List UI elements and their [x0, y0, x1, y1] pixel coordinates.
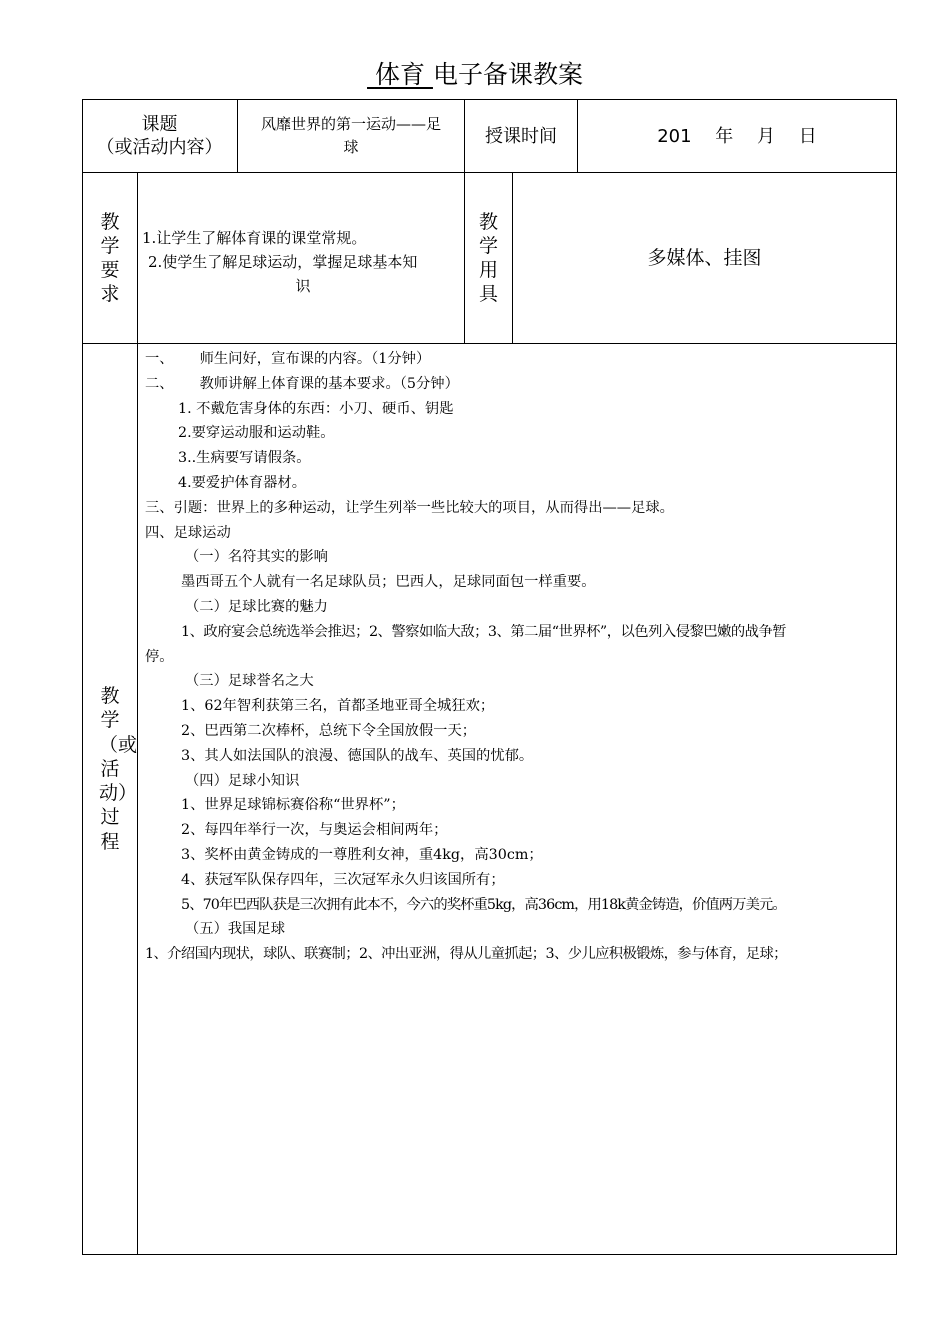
process-line: （二）足球比赛的魅力: [185, 598, 328, 615]
col-divider: [137, 172, 138, 1255]
title-text: 电子备课教案: [432, 60, 583, 89]
page-title: [0, 58, 950, 92]
process-label: 教学（或活动）过程: [99, 685, 138, 853]
process-line: 3..生病要写请假条。: [178, 450, 311, 467]
process-line: 1、介绍国内现状，球队、联赛制；2、冲出亚洲，得从儿童抓起；3、少儿应积极锻炼，参与体育，足球；: [145, 946, 787, 963]
process-line: 3、其人如法国队的浪漫、德国队的战车、英国的忧郁。: [181, 747, 534, 764]
process-line: 5、70年巴西队获是三次拥有此本不，今六的奖杯重5kg，高36cm，用18k黄金铸造，价值两万美元。: [181, 896, 786, 913]
class-time-label: 授课时间: [485, 125, 557, 147]
process-line: 1. 不戴危害身体的东西：小刀、硬币、钥匙: [178, 400, 454, 417]
process-line: （五）我国足球: [185, 921, 286, 938]
process-line: 1、世界足球锦标赛俗称“世界杯”；: [181, 797, 405, 814]
subject-field: 体育: [374, 60, 425, 89]
process-line: 4.要爱护体育器材。: [178, 474, 307, 491]
topic-label: 课题 （或活动内容）: [96, 114, 223, 158]
process-line: 停。: [145, 648, 174, 665]
row-divider: [82, 343, 897, 344]
process-line: 2、每四年举行一次，与奥运会相间两年；: [181, 822, 448, 839]
process-line: 四、足球运动: [145, 524, 231, 541]
topic-value: 风靡世界的第一运动——足 球: [260, 115, 441, 156]
process-line: 2、巴西第二次棒杯，总统下令全国放假一天；: [181, 722, 477, 739]
process-line: 1、62年智利获第三名，首都圣地亚哥全城狂欢；: [181, 698, 495, 715]
class-time-value: 201 年 月 日: [657, 125, 817, 147]
process-line: 一、 师生问好，宣布课的内容。（1分钟）: [145, 351, 431, 367]
process-line: （一）名符其实的影响: [185, 549, 328, 566]
process-line: 三、引题：世界上的多种运动，让学生列举一些比较大的项目，从而得出——足球。: [145, 499, 674, 516]
process-line: 3、奖杯由黄金铸成的一尊胜利女神，重4kg，高30cm；: [181, 846, 543, 863]
requirements-content: 1.让学生了解体育课的课堂常规。 2.使学生了解足球运动，掌握足球基本知 识: [142, 229, 418, 295]
process-line: （三）足球誉名之大: [185, 673, 314, 690]
process-content: [145, 347, 891, 967]
process-line: 2.要穿运动服和运动鞋。: [178, 425, 335, 442]
teaching-tools-value: 多媒体、挂图: [647, 246, 762, 269]
requirements-label: 教学要求: [100, 211, 120, 305]
process-line: 4、获冠军队保存四年，三次冠军永久归该国所有；: [181, 871, 505, 888]
teaching-tools-label: 教学用具: [478, 211, 498, 305]
process-line: （四）足球小知识: [185, 772, 300, 789]
process-line: 二、 教师讲解上体育课的基本要求。（5分钟）: [145, 375, 459, 392]
process-line: 1、政府宴会总统选举会推迟；2、警察如临大敌；3、第二届“世界杯”，以色列入侵黎巴嫩的战争暂: [181, 623, 787, 640]
process-line: 墨西哥五个人就有一名足球队员；巴西人，足球同面包一样重要。: [181, 574, 596, 591]
